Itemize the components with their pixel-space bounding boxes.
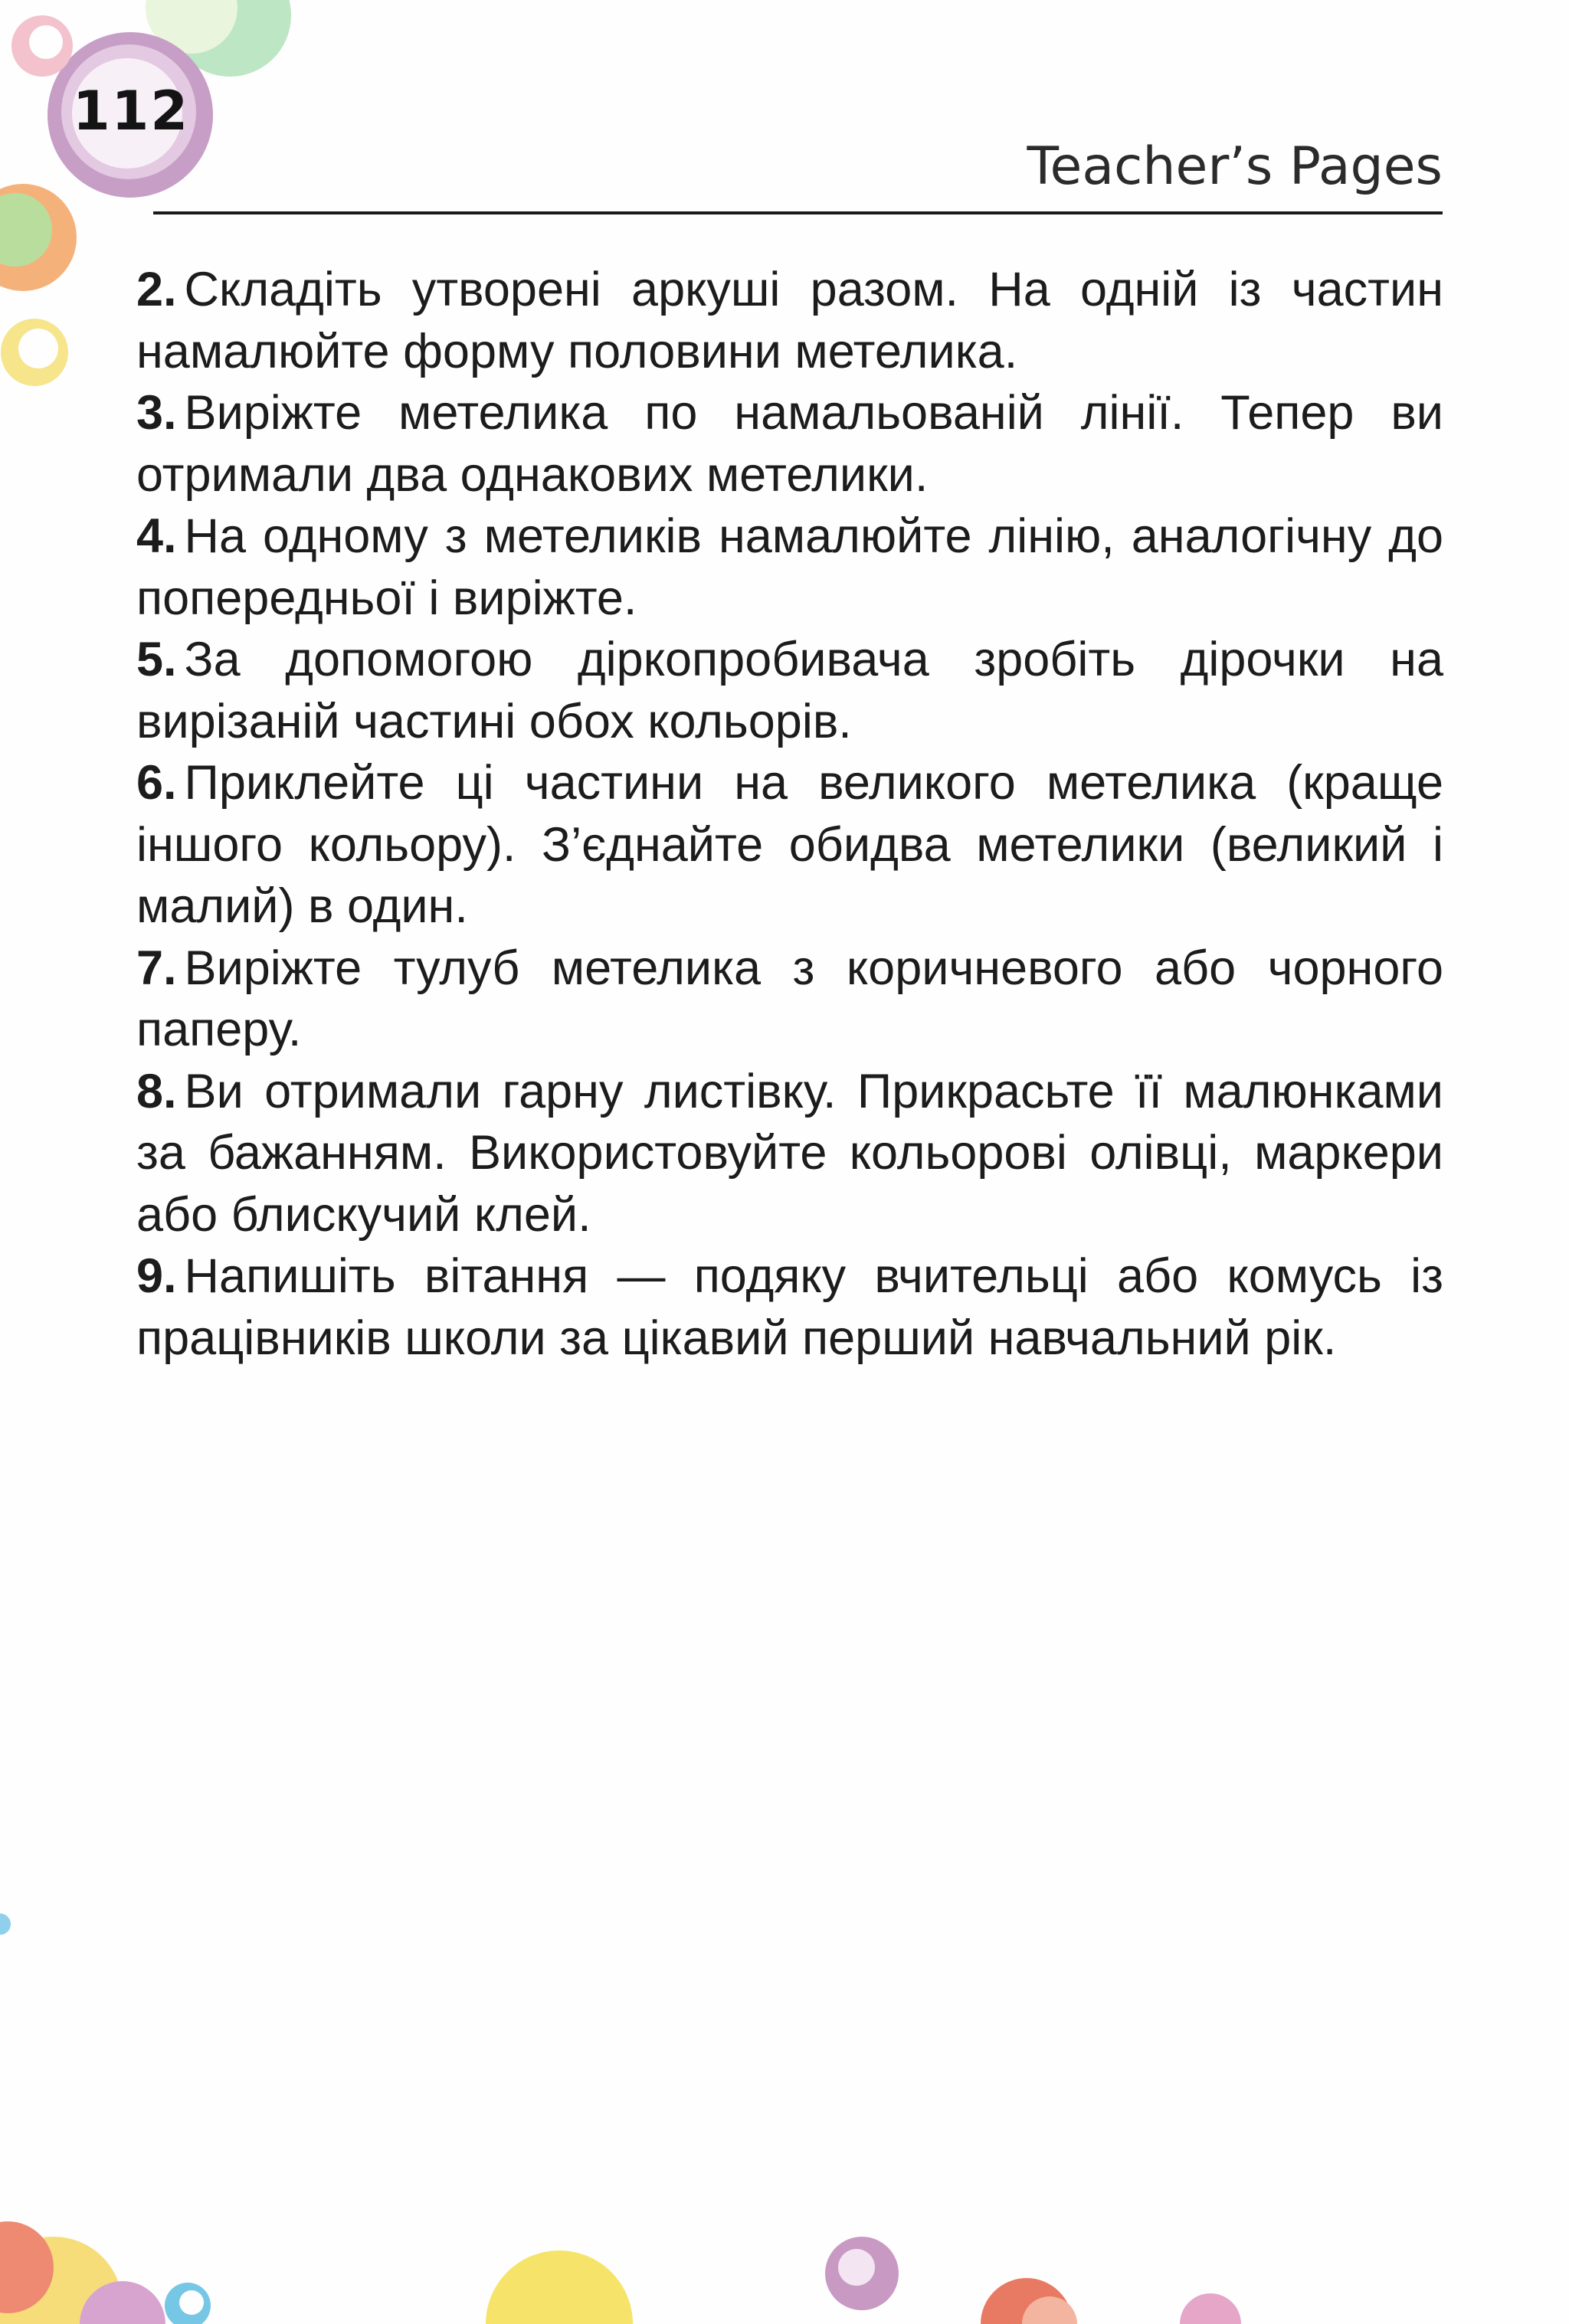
bubble-blue-edge [0, 1913, 11, 1935]
step-number: 4. [136, 509, 177, 563]
instruction-step [136, 752, 1443, 938]
step-text: Приклейте ці частини на великого метелика (краще іншого кольору). З’єднайте обидва метелики (великий і малий) в один. [136, 756, 1443, 933]
bubble-pink-bottom [1180, 2293, 1241, 2324]
step-text: Виріжте метелика по намальованій лінії. Тепер ви отримали два однакових метелики. [136, 386, 1443, 502]
bubble-blue-center [179, 2290, 204, 2315]
step-text: Складіть утворені аркуші разом. На одній із частин намалюйте форму половини метелика. [136, 263, 1443, 378]
instruction-list [136, 259, 1443, 1369]
instruction-step [136, 1061, 1443, 1246]
step-text: За допомогою діркопробивача зробіть дірочки на вирізаній частині обох кольорів. [136, 633, 1443, 748]
instruction-step [136, 506, 1443, 629]
step-number: 7. [136, 941, 177, 995]
step-text: Напишіть вітання — подяку вчительці або комусь із працівників школи за цікавий перший навчальний рік. [136, 1249, 1443, 1365]
running-title: Teacher’s Pages [1027, 136, 1443, 197]
bubble-yellow-large-bottom [486, 2250, 633, 2324]
page-number: 112 [72, 80, 190, 142]
instruction-step [136, 938, 1443, 1061]
step-number: 9. [136, 1249, 177, 1303]
step-number: 8. [136, 1064, 177, 1118]
instruction-step [136, 259, 1443, 382]
header-rule [153, 211, 1443, 214]
instruction-step [136, 382, 1443, 506]
instruction-step [136, 1245, 1443, 1369]
instruction-step [136, 629, 1443, 752]
step-text: Виріжте тулуб метелика з коричневого або чорного паперу. [136, 941, 1443, 1056]
step-number: 5. [136, 633, 177, 686]
step-text: Ви отримали гарну листівку. Прикрасьте її малюнками за бажанням. Використовуйте кольорові олівці, маркери або блискучий клей. [136, 1064, 1443, 1242]
bubble-purple-center [838, 2249, 875, 2286]
step-number: 2. [136, 263, 177, 316]
step-number: 3. [136, 386, 177, 440]
bubble-yellow-center [18, 329, 58, 368]
step-text: На одному з метеликів намалюйте лінію, аналогічну до попередньої і виріжте. [136, 509, 1443, 625]
bubble-pink-center [29, 25, 63, 59]
step-number: 6. [136, 756, 177, 810]
